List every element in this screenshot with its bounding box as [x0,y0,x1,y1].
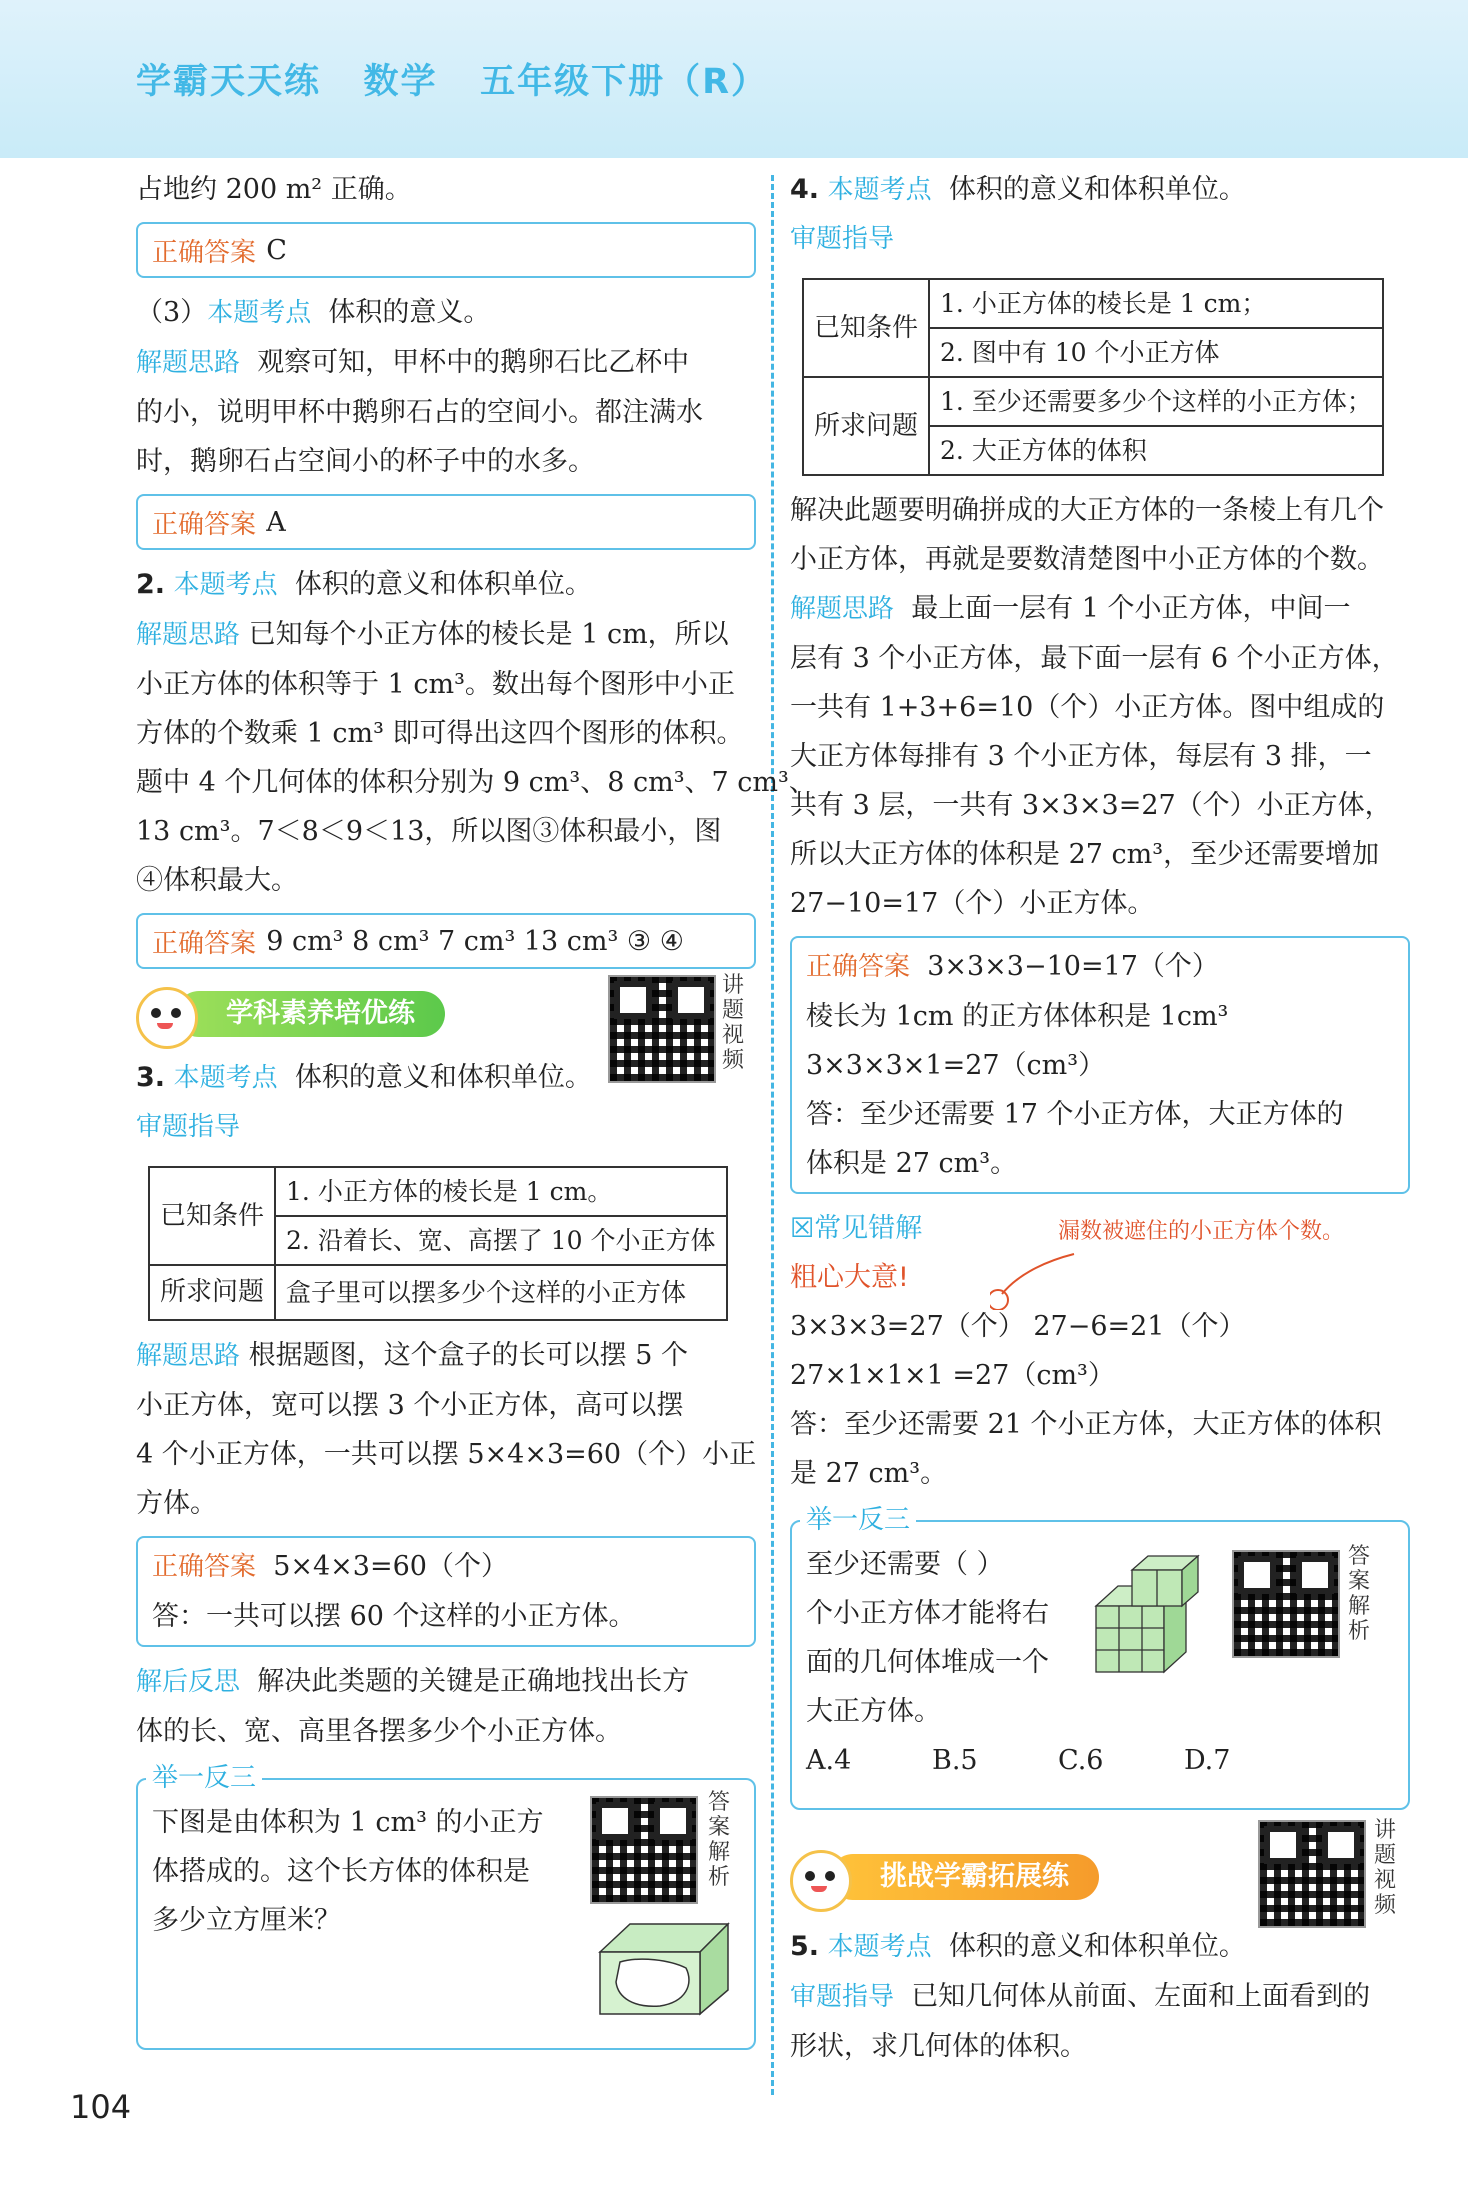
answer-value: 5×4×3=60（个） [273,1551,508,1582]
practice-line: 下图是由体积为 1 cm³ 的小正方 [152,1807,544,1838]
answer-line [806,942,1394,992]
text-line: 的小，说明甲杯中鹅卵石占的空间小。都注满水 [136,397,703,428]
banner-title: 挑战学霸拓展练 [830,1854,1099,1900]
error-line: 是 27 cm³。 [790,1458,948,1489]
q-number: （3） [136,297,208,328]
error-line: 答：至少还需要 21 个小正方体，大正方体的体积 [790,1409,1382,1440]
practice-box-1 [136,1763,756,2050]
answer-label: 正确答案 [152,237,257,268]
practice-line: 大正方体。 [806,1696,941,1727]
choice-b[interactable]: B.5 [932,1745,978,1776]
keypoint-label: 本题考点 [173,570,278,600]
header-title: 学霸天天练 数学 五年级下册（R） [136,62,769,102]
answer-line [152,1542,740,1592]
answer-box-2 [136,494,756,550]
banner-title: 学科素养培优练 [176,991,445,1037]
handwritten-note: 漏数被遮住的小正方体个数。 [1058,1219,1345,1244]
answer-label: 正确答案 [806,952,911,982]
practice-line: 体搭成的。这个长方体的体积是 [152,1856,530,1887]
qr-label: 讲题视频 [1373,1818,1396,1918]
choice-c[interactable]: C.6 [1058,1745,1104,1776]
choices-row [806,1736,1394,1785]
info-table-2 [802,278,1384,476]
q2-keypoint [136,560,756,610]
reflect-line [136,1657,756,1707]
mascot-icon [790,1850,852,1912]
keypoint-text: 体积的意义和体积单位。 [948,174,1246,205]
right-column [790,165,1410,2071]
info-table-1 [148,1166,728,1321]
think-label: 解题思路 [136,348,241,378]
mascot-icon [136,987,198,1049]
error-line: 27×1×1×1 =27（cm³） [790,1360,1115,1391]
qr-label: 答案解析 [1347,1544,1370,1644]
answer-value: 9 cm³ 8 cm³ 7 cm³ 13 cm³ ③ ④ [266,925,684,957]
think-label: 解题思路 [136,1341,241,1371]
answer-value: 3×3×3−10=17（个） [927,951,1219,982]
keypoint-label: 本题考点 [827,175,932,205]
covered-area [616,1959,689,2006]
text-line: 小正方体，再就是要数清楚图中小正方体的个数。 [790,544,1384,575]
known-label: 已知条件 [803,279,929,377]
keypoint-text: 体积的意义和体积单位。 [294,1062,592,1093]
text-line: 层有 3 个小正方体，最下面一层有 6 个小正方体， [790,643,1399,674]
practice-line: 个小正方体才能将右 [806,1598,1049,1629]
text-line: 27−10=17（个）小正方体。 [790,888,1155,919]
q3b-think-line [136,1331,756,1381]
qr-code-icon[interactable] [1258,1820,1366,1928]
text-line: 大正方体每排有 3 个小正方体，每层有 3 排，一 [790,741,1372,772]
guide-label: 审题指导 [790,224,895,254]
answer-box-1 [136,222,756,278]
answer-box-5 [790,936,1410,1194]
answer-value: C [266,234,287,266]
answer-line: 答：至少还需要 17 个小正方体，大正方体的 [806,1099,1344,1130]
q4-keypoint [790,165,1410,215]
think-label: 解题思路 [136,620,241,650]
section-banner-2 [790,1818,1410,1922]
note-arrow-icon [990,1250,1080,1310]
page-number: 104 [70,2088,132,2126]
q3-keypoint [136,288,756,338]
answer-label: 正确答案 [152,509,257,540]
text-line: 方体的个数乘 1 cm³ 即可得出这四个图形的体积。 [136,718,744,749]
q-number: 5. [790,1931,820,1962]
error-line: 3×3×3=27（个） 27−6=21（个） [790,1311,1246,1342]
text-line: 观察可知，甲杯中的鹅卵石比乙杯中 [257,347,690,378]
text-line: 形状，求几何体的体积。 [790,2031,1087,2062]
q2-think-line [136,610,756,660]
q-number: 3. [136,1062,166,1093]
text-line: 所以大正方体的体积是 27 cm³，至少还需要增加 [790,839,1380,870]
text-line: 一共有 1+3+6=10（个）小正方体。图中组成的 [790,692,1385,723]
answer-line: 3×3×3×1=27（cm³） [806,1050,1106,1081]
practice-tag: 举一反三 [146,1761,262,1795]
ask-item: 2. 大正方体的体积 [929,426,1383,475]
q5-keypoint [790,1922,1410,1972]
answer-box-3 [136,913,756,969]
ask-label: 所求问题 [149,1265,275,1320]
think-label: 解题思路 [790,594,895,624]
text-line: 已知几何体从前面、左面和上面看到的 [911,1981,1371,2012]
text-line: 最上面一层有 1 个小正方体，中间一 [911,593,1351,624]
text-line: 4 个小正方体，一共可以摆 5×4×3=60（个）小正 [136,1439,757,1470]
keypoint-text: 体积的意义。 [328,297,491,328]
text-line: 小正方体，宽可以摆 3 个小正方体，高可以摆 [136,1390,684,1421]
q5-guide-line [790,1972,1410,2022]
ask-item: 1. 至少还需要多少个这样的小正方体； [929,377,1383,426]
page-header [0,0,1468,158]
q4-think-line [790,584,1410,634]
practice-line: 至少还需要（ ） [806,1549,1004,1580]
q3-think-line [136,338,756,388]
left-column [136,165,816,2050]
answer-line: 体积是 27 cm³。 [806,1148,1018,1179]
text-line: 方体。 [136,1488,217,1519]
answer-label: 正确答案 [152,928,257,959]
known-label: 已知条件 [149,1167,275,1265]
reflect-label: 解后反思 [136,1667,241,1697]
text-line: 时，鹅卵石占空间小的杯子中的水多。 [136,446,595,477]
answer-line: 答：一共可以摆 60 个这样的小正方体。 [152,1601,636,1632]
text-line: 解决此题要明确拼成的大正方体的一条棱上有几个 [790,495,1384,526]
intro-line: 占地约 200 m² 正确。 [136,174,412,205]
answer-value: A [266,506,286,538]
choice-d[interactable]: D.7 [1184,1745,1231,1776]
text-line: 解决此类题的关键是正确地找出长方 [257,1666,690,1697]
ask-item: 盒子里可以摆多少个这样的小正方体 [275,1265,727,1320]
answer-line: 棱长为 1cm 的正方体体积是 1cm³ [806,1001,1229,1032]
guide-label: 审题指导 [136,1112,241,1142]
choice-a[interactable]: A.4 [806,1745,852,1776]
text-line: ④体积最大。 [136,865,298,896]
keypoint-text: 体积的意义和体积单位。 [948,1931,1246,1962]
column-divider [771,175,774,2095]
section-banner-1 [136,973,756,1073]
known-item: 1. 小正方体的棱长是 1 cm； [929,279,1383,328]
keypoint-text: 体积的意义和体积单位。 [294,569,592,600]
text-line: 共有 3 层，一共有 3×3×3=27（个）小正方体， [790,790,1392,821]
known-item: 2. 图中有 10 个小正方体 [929,328,1383,377]
qr-code-icon[interactable] [1232,1550,1340,1658]
keypoint-label: 本题考点 [827,1932,932,1962]
practice-tag: 举一反三 [800,1503,916,1537]
cuboid-figure [590,1912,730,2016]
text-line: 小正方体的体积等于 1 cm³。数出每个图形中小正 [136,669,735,700]
known-item: 2. 沿着长、宽、高摆了 10 个小正方体 [275,1216,727,1265]
text-line: 根据题图，这个盒子的长可以摆 5 个 [248,1340,688,1371]
text-line: 体的长、宽、高里各摆多少个小正方体。 [136,1716,622,1747]
practice-line: 多少立方厘米？ [152,1905,341,1936]
qr-label: 答案解析 [707,1790,730,1890]
guide-label: 审题指导 [790,1982,895,2012]
practice-box-2 [790,1505,1410,1810]
answer-label: 正确答案 [152,1552,257,1582]
common-error [790,1204,1410,1498]
qr-label: 讲题视频 [721,973,744,1073]
ask-label: 所求问题 [803,377,929,475]
q-number: 2. [136,569,166,600]
practice-line: 面的几何体堆成一个 [806,1647,1049,1678]
q-number: 4. [790,174,820,205]
keypoint-label: 本题考点 [207,298,312,328]
answer-box-4 [136,1536,756,1647]
qr-code-icon[interactable] [590,1796,698,1904]
qr-code-icon[interactable] [608,975,716,1083]
error-title: ☒常见错解 [790,1213,923,1244]
text-line: 题中 4 个几何体的体积分别为 9 cm³、8 cm³、7 cm³、 [136,767,816,798]
keypoint-label: 本题考点 [173,1063,278,1093]
text-line: 已知每个小正方体的棱长是 1 cm，所以 [248,619,729,650]
known-item: 1. 小正方体的棱长是 1 cm。 [275,1167,727,1216]
text-line: 13 cm³。7＜8＜9＜13，所以图③体积最小，图 [136,816,722,847]
careless-label: 粗心大意! [790,1262,909,1293]
cube-stack-figure [1092,1550,1222,1676]
